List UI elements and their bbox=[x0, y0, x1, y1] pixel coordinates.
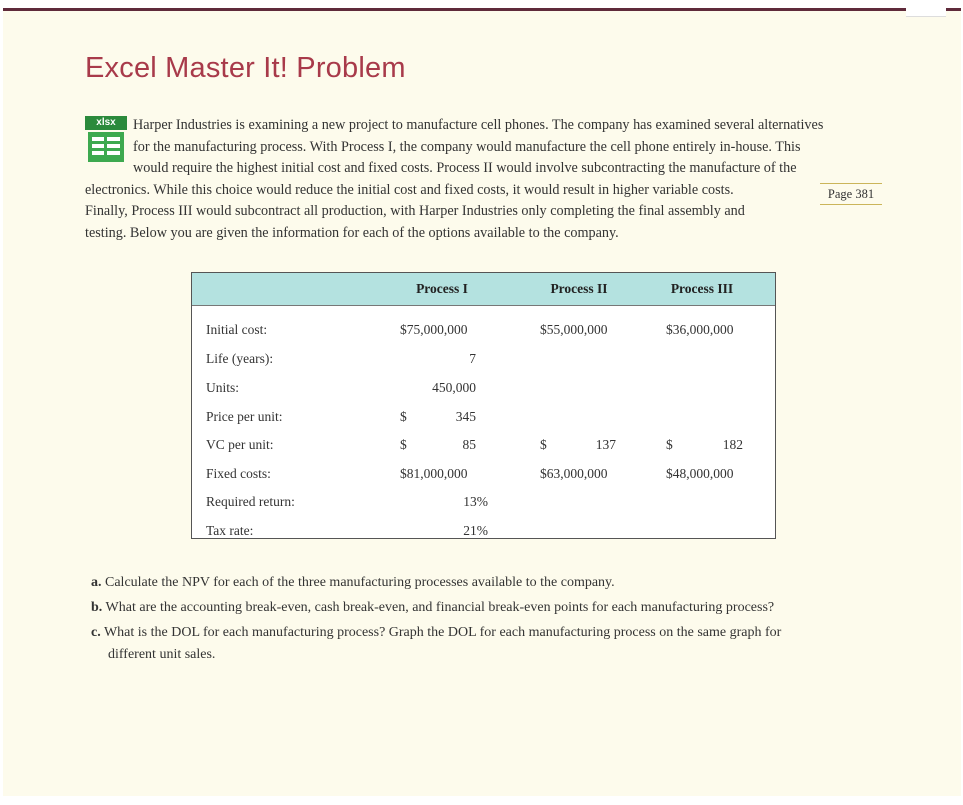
question-text: What are the accounting break-even, cash break-even, and financial break-even points for each manufacturing process? bbox=[105, 600, 775, 615]
row-label: Initial cost: bbox=[206, 322, 268, 337]
row-label: Units: bbox=[206, 380, 240, 395]
header-process-1: Process I bbox=[416, 281, 468, 296]
cell-process-3: $36,000,000 bbox=[666, 322, 734, 337]
cell-process-1: 85 bbox=[462, 437, 476, 452]
cell-process-1: $81,000,000 bbox=[400, 466, 468, 481]
currency-symbol: $ bbox=[540, 437, 547, 452]
currency-symbol: $ bbox=[400, 409, 407, 424]
row-label: Fixed costs: bbox=[206, 466, 271, 481]
intro-line: Finally, Process III would subcontract all production, with Harper Industries only completing the final assembly and bbox=[85, 203, 745, 220]
question-a bbox=[91, 572, 615, 593]
cell-process-1: $75,000,000 bbox=[400, 322, 468, 337]
xlsx-label: xlsx bbox=[85, 116, 127, 130]
intro-paragraph bbox=[85, 115, 875, 245]
header-process-3: Process III bbox=[670, 281, 734, 296]
question-c-continuation: different unit sales. bbox=[108, 647, 216, 662]
question-text: What is the DOL for each manufacturing process? Graph the DOL for each manufacturing process on the same graph for bbox=[103, 625, 782, 640]
page-reference: Page 381 bbox=[820, 183, 882, 205]
question-b bbox=[91, 597, 774, 618]
question-marker: b. bbox=[91, 600, 103, 615]
intro-line: would require the highest initial cost and fixed costs. Process II would involve subcontracting the manufacture of the bbox=[133, 160, 797, 177]
intro-line: for the manufacturing process. With Process I, the company would manufacture the cell phone entirely in-house. This bbox=[133, 138, 801, 155]
cell-process-3: $48,000,000 bbox=[666, 466, 734, 481]
cell-process-3: 182 bbox=[722, 437, 743, 452]
document-page bbox=[3, 8, 961, 796]
question-text: Calculate the NPV for each of the three manufacturing processes available to the company. bbox=[105, 575, 615, 590]
intro-line: Harper Industries is examining a new project to manufacture cell phones. The company has examined several alternatives bbox=[133, 117, 824, 133]
intro-line: electronics. While this choice would reduce the initial cost and fixed costs, it would result in higher variable costs. bbox=[85, 181, 734, 198]
cell-process-2: 137 bbox=[595, 437, 616, 452]
cell-process-2: $63,000,000 bbox=[540, 466, 608, 481]
corner-tab bbox=[906, 8, 946, 17]
cell-process-1: 450,000 bbox=[432, 380, 476, 395]
process-table bbox=[191, 272, 776, 539]
row-label: Life (years): bbox=[206, 351, 274, 366]
cell-process-1: 345 bbox=[455, 409, 476, 424]
currency-symbol: $ bbox=[400, 437, 407, 452]
currency-symbol: $ bbox=[666, 437, 673, 452]
table-header bbox=[192, 273, 775, 306]
question-c bbox=[91, 622, 781, 643]
top-rule bbox=[3, 8, 961, 11]
row-label: Price per unit: bbox=[206, 409, 283, 424]
row-label: Tax rate: bbox=[206, 523, 254, 538]
cell-process-1: 7 bbox=[469, 351, 476, 366]
cell-process-2: $55,000,000 bbox=[540, 322, 608, 337]
question-marker: c. bbox=[91, 625, 101, 640]
question-marker: a. bbox=[91, 575, 102, 590]
cell-process-1: 13% bbox=[463, 494, 488, 509]
page-title: Excel Master It! Problem bbox=[85, 52, 406, 84]
header-process-2: Process II bbox=[550, 281, 608, 296]
intro-line: testing. Below you are given the information for each of the options available to the company. bbox=[85, 224, 619, 241]
cell-process-1: 21% bbox=[463, 523, 488, 538]
row-label: Required return: bbox=[206, 494, 295, 509]
row-label: VC per unit: bbox=[206, 437, 274, 452]
